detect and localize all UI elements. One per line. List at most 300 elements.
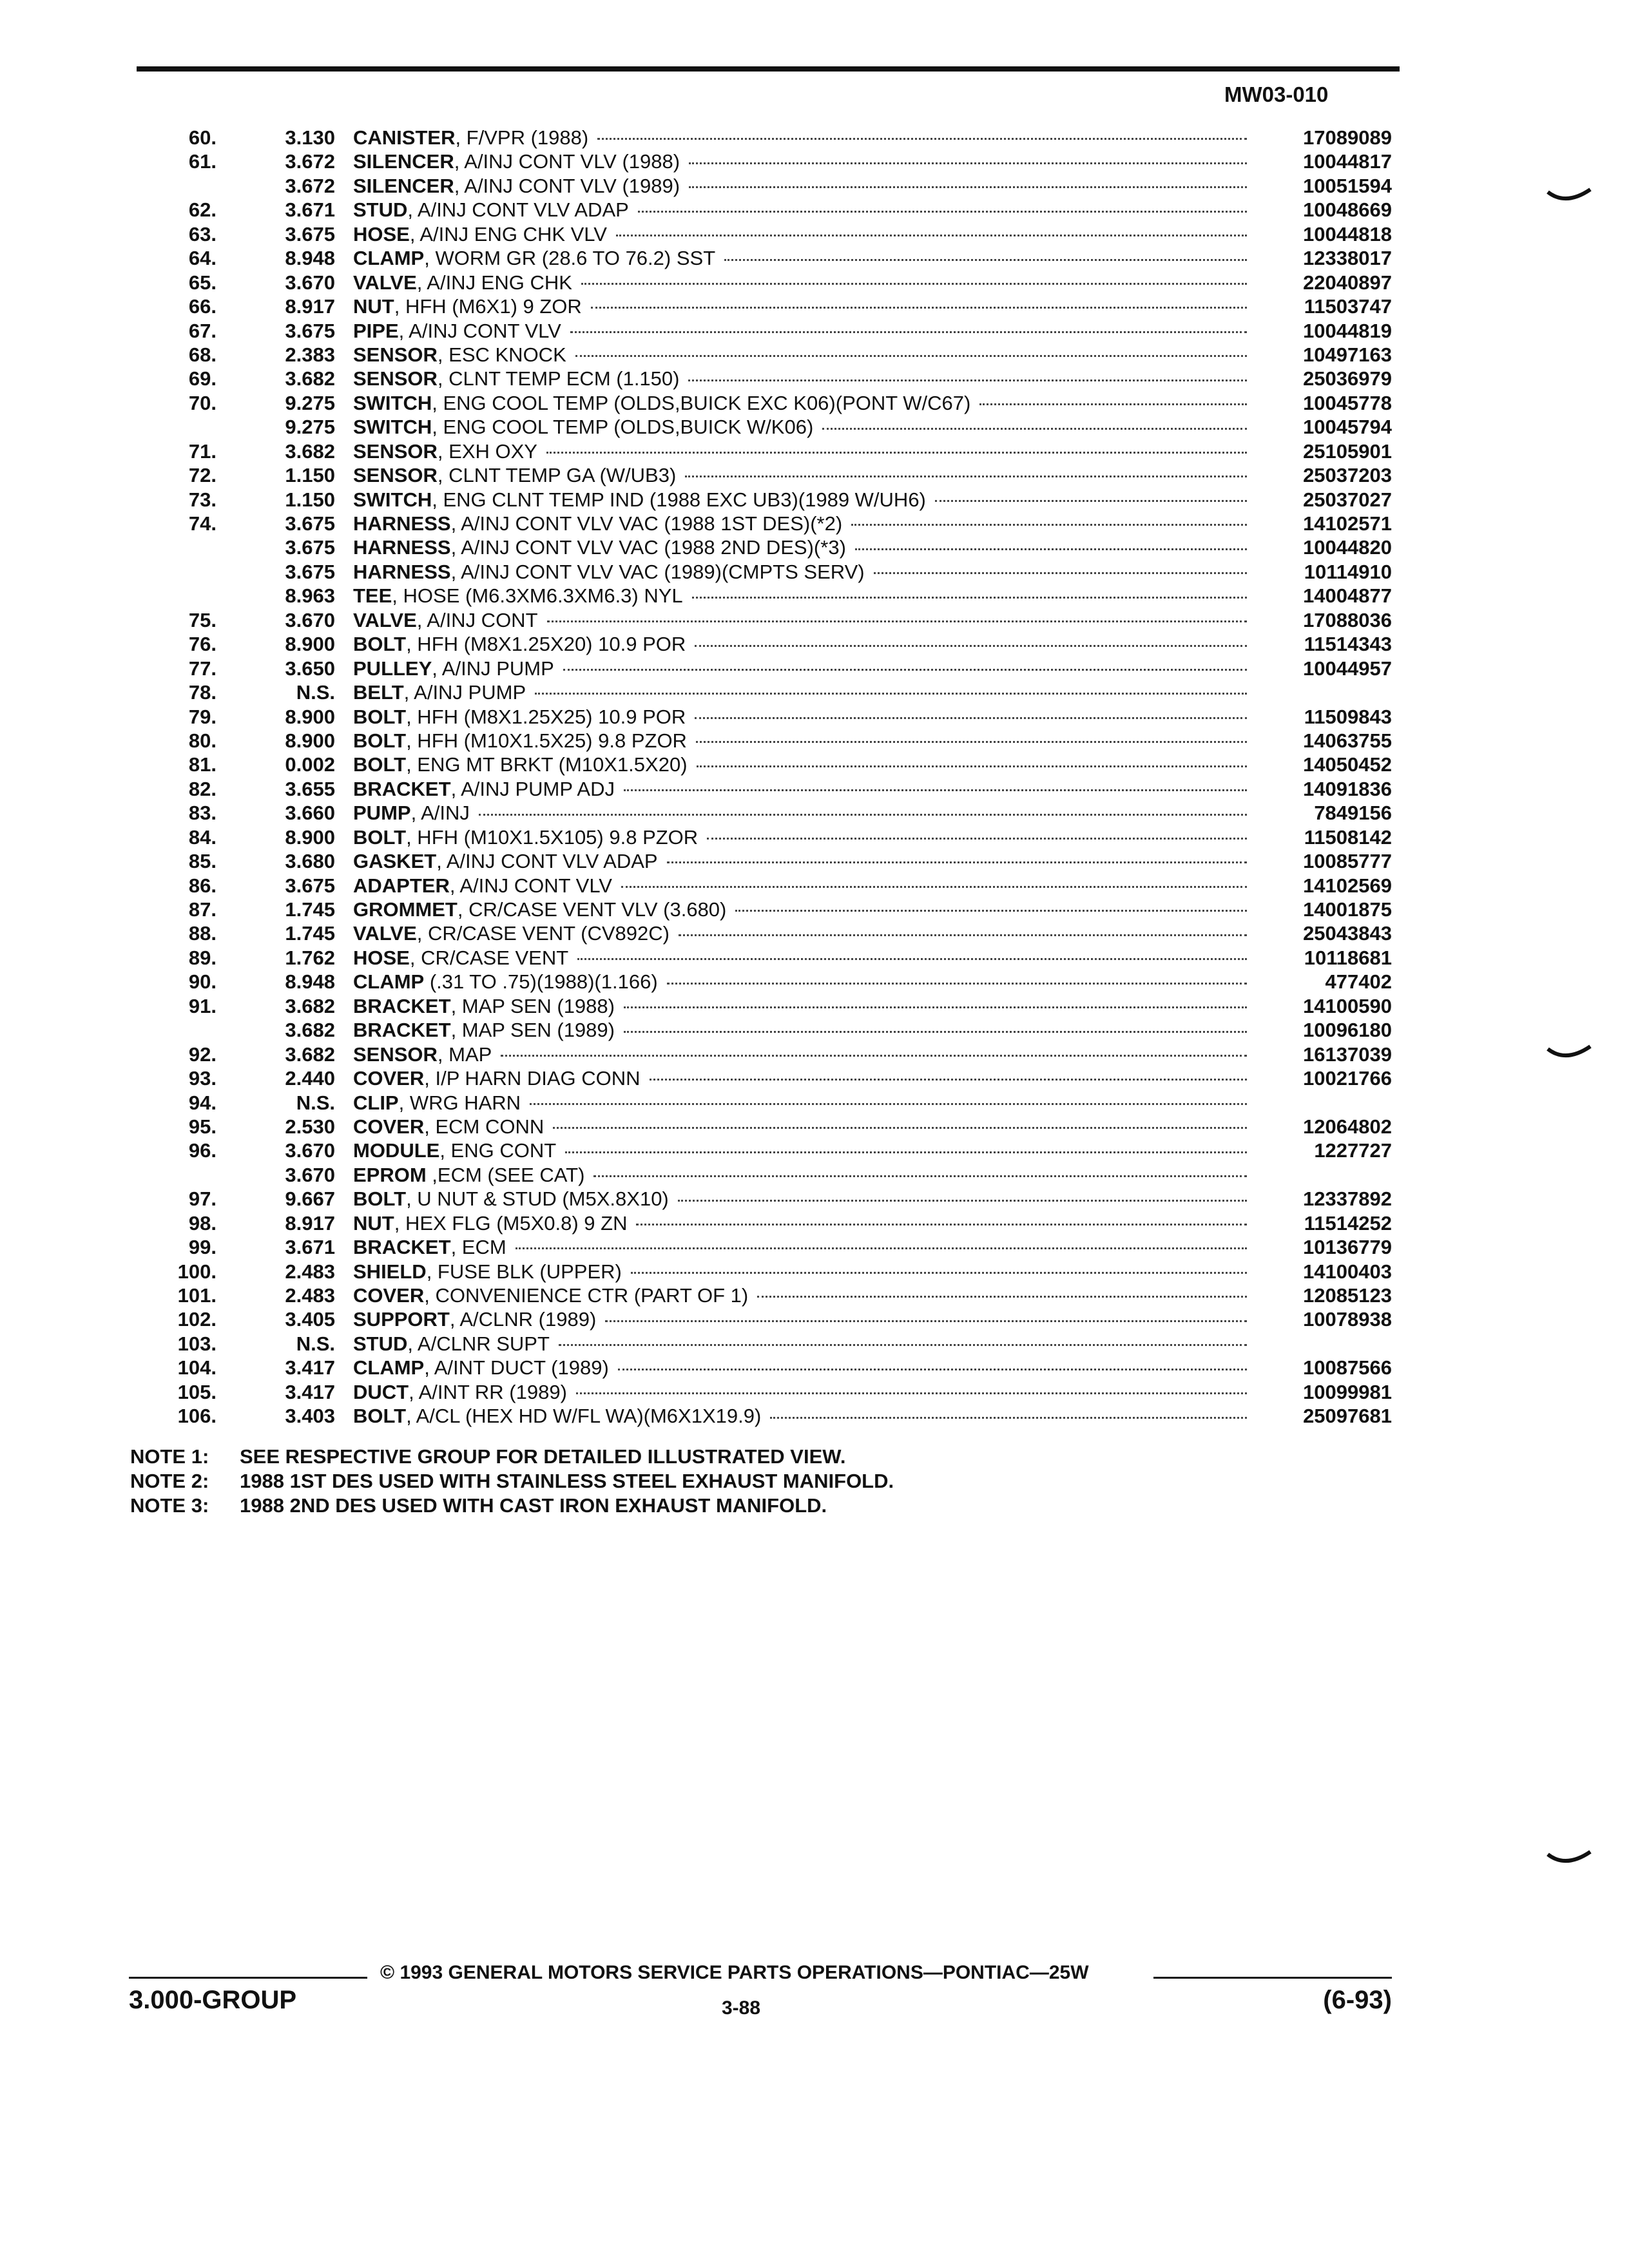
part-number: 10096180 — [1303, 1019, 1392, 1042]
part-name: SENSOR — [353, 343, 438, 366]
note-3 — [130, 1494, 1290, 1518]
item-number: 62. — [188, 198, 217, 222]
item-number: 84. — [188, 825, 217, 849]
item-number: 73. — [188, 488, 217, 511]
group-number: 3.682 — [285, 367, 335, 390]
part-number: 1227727 — [1314, 1139, 1392, 1162]
part-number: 11514343 — [1304, 633, 1392, 656]
part-description — [353, 657, 1255, 680]
item-number: 82. — [188, 777, 217, 800]
parts-row — [0, 1235, 1629, 1259]
group-number: 2.483 — [285, 1260, 335, 1283]
part-name: HARNESS — [353, 560, 451, 583]
group-number: 3.682 — [285, 439, 335, 463]
parts-row — [0, 126, 1629, 149]
part-description — [353, 367, 1255, 390]
part-name: MODULE — [353, 1139, 440, 1162]
part-name: BOLT — [353, 753, 407, 776]
item-number: 91. — [188, 994, 217, 1017]
parts-row — [0, 801, 1629, 825]
part-description — [353, 1260, 1255, 1283]
part-description — [353, 1115, 1255, 1139]
part-description — [353, 898, 1255, 921]
parts-row — [0, 367, 1629, 390]
item-number: 95. — [188, 1115, 217, 1138]
dot-leader — [591, 307, 1247, 309]
item-number: 79. — [188, 705, 217, 728]
part-name: SWITCH — [353, 391, 432, 414]
part-qualifier: , A/CL (HEX HD W/FL WA)(M6X1X19.9) — [406, 1405, 762, 1428]
part-description — [353, 319, 1255, 343]
part-name: BOLT — [353, 729, 407, 752]
part-description — [353, 1332, 1255, 1356]
group-number: 3.403 — [285, 1405, 335, 1428]
part-number: 14102569 — [1303, 874, 1392, 897]
group-label: 3.000-GROUP — [129, 1986, 297, 2014]
group-number: 8.900 — [285, 633, 335, 656]
group-number: 8.948 — [285, 970, 335, 994]
part-name: VALVE — [353, 922, 417, 945]
item-number: 64. — [188, 247, 217, 270]
group-number: 2.530 — [285, 1115, 335, 1138]
item-number: 78. — [188, 681, 217, 704]
group-number: 3.670 — [285, 1163, 335, 1186]
part-description — [353, 801, 1255, 825]
dot-leader — [685, 476, 1247, 477]
part-number: 14004877 — [1303, 584, 1392, 608]
part-name: SHIELD — [353, 1260, 427, 1283]
part-qualifier: , FUSE BLK (UPPER) — [426, 1260, 622, 1283]
part-number: 10045794 — [1303, 416, 1392, 439]
dot-leader — [697, 765, 1247, 767]
part-name: CLAMP — [353, 1356, 425, 1379]
group-number: 3.682 — [285, 1043, 335, 1066]
item-number: 85. — [188, 850, 217, 873]
item-number: 87. — [188, 898, 217, 921]
part-number: 25105901 — [1303, 439, 1392, 463]
part-number: 12064802 — [1303, 1115, 1392, 1138]
item-number: 61. — [188, 150, 217, 173]
item-number: 71. — [188, 439, 217, 463]
part-number: 10136779 — [1303, 1236, 1392, 1259]
part-description — [353, 198, 1255, 222]
part-qualifier: , U NUT & STUD (M5X.8X10) — [406, 1187, 669, 1211]
item-number: 65. — [188, 271, 217, 294]
group-number: 0.002 — [285, 753, 335, 776]
part-qualifier: , ENG MT BRKT (M10X1.5X20) — [406, 753, 688, 776]
item-number: 70. — [188, 391, 217, 414]
part-number: 17089089 — [1303, 126, 1392, 149]
part-qualifier: , A/INJ PUMP — [432, 657, 554, 680]
part-name: SUPPORT — [353, 1308, 450, 1331]
dot-leader — [979, 403, 1247, 405]
part-qualifier: , HFH (M10X1.5X25) 9.8 PZOR — [406, 729, 687, 752]
note-1 — [130, 1445, 1290, 1469]
parts-row — [0, 1307, 1629, 1331]
parts-row — [0, 246, 1629, 270]
part-qualifier: , CR/CASE VENT — [409, 946, 569, 969]
dot-leader — [638, 211, 1247, 213]
part-number: 10078938 — [1303, 1308, 1392, 1331]
part-qualifier: , MAP — [437, 1043, 492, 1066]
part-name: EPROM — [353, 1163, 427, 1186]
group-number: 3.671 — [285, 198, 335, 222]
part-description — [353, 753, 1255, 776]
group-number: 3.417 — [285, 1380, 335, 1403]
part-number: 477402 — [1325, 970, 1392, 994]
item-number: 74. — [188, 512, 217, 535]
date-code: (6-93) — [1323, 1986, 1392, 2014]
group-number: 8.963 — [285, 584, 335, 608]
note-text: SEE RESPECTIVE GROUP FOR DETAILED ILLUSTRATED VIEW. — [240, 1445, 846, 1468]
dot-leader — [724, 259, 1247, 261]
part-description — [353, 608, 1255, 632]
part-name: GROMMET — [353, 898, 458, 921]
part-number: 11503747 — [1304, 295, 1392, 318]
part-qualifier: , A/INJ ENG CHK — [416, 271, 572, 294]
dot-leader — [605, 1320, 1247, 1322]
item-number: 60. — [188, 126, 217, 149]
part-qualifier: , A/INJ CONT VLV VAC (1989)(CMPTS SERV) — [450, 560, 865, 583]
parts-row — [0, 535, 1629, 559]
parts-row — [0, 463, 1629, 487]
part-name: BRACKET — [353, 1019, 451, 1042]
parts-row — [0, 1380, 1629, 1404]
dot-leader — [667, 861, 1247, 863]
item-number: 86. — [188, 874, 217, 897]
part-qualifier: , A/INT DUCT (1989) — [424, 1356, 609, 1379]
parts-row — [0, 849, 1629, 873]
part-name: ADAPTER — [353, 874, 450, 897]
part-description — [353, 1018, 1255, 1042]
item-number: 105. — [177, 1380, 217, 1403]
parts-row — [0, 560, 1629, 584]
part-number: 14102571 — [1303, 512, 1392, 535]
parts-row — [0, 1091, 1629, 1115]
dot-leader — [563, 669, 1247, 671]
part-name: HARNESS — [353, 512, 451, 535]
item-number: 81. — [188, 753, 217, 776]
part-qualifier: , CONVENIENCE CTR (PART OF 1) — [424, 1284, 749, 1307]
punch-hole-mark — [1547, 187, 1592, 206]
parts-row — [0, 1066, 1629, 1090]
dot-leader — [874, 572, 1247, 574]
part-name: PIPE — [353, 319, 399, 342]
parts-row — [0, 1260, 1629, 1283]
part-name: COVER — [353, 1115, 425, 1138]
part-qualifier: , HFH (M10X1.5X105) 9.8 PZOR — [406, 825, 699, 849]
dot-leader — [621, 886, 1247, 888]
parts-row — [0, 294, 1629, 318]
item-number: 102. — [177, 1308, 217, 1331]
item-number: 69. — [188, 367, 217, 390]
item-number: 72. — [188, 464, 217, 487]
part-name: NUT — [353, 1211, 394, 1235]
group-number: 3.660 — [285, 802, 335, 825]
part-name: NUT — [353, 295, 394, 318]
part-description — [353, 1380, 1255, 1404]
parts-row — [0, 753, 1629, 776]
dot-leader — [688, 380, 1247, 381]
part-description — [353, 994, 1255, 1018]
dot-leader — [735, 910, 1247, 912]
part-qualifier: , CR/CASE VENT (CV892C) — [416, 922, 670, 945]
part-description — [353, 946, 1255, 970]
parts-row — [0, 632, 1629, 656]
group-number: 8.917 — [285, 295, 335, 318]
part-name: SENSOR — [353, 464, 438, 487]
part-description — [353, 246, 1255, 270]
part-name: PUMP — [353, 802, 411, 825]
dot-leader — [501, 1055, 1247, 1057]
part-name: VALVE — [353, 608, 417, 631]
parts-row — [0, 946, 1629, 970]
part-description — [353, 294, 1255, 318]
part-name: HOSE — [353, 946, 410, 969]
dot-leader — [667, 983, 1247, 985]
part-qualifier: , HOSE (M6.3XM6.3XM6.3) NYL — [392, 584, 683, 608]
parts-row — [0, 391, 1629, 415]
part-description — [353, 560, 1255, 584]
item-number: 101. — [177, 1284, 217, 1307]
parts-row — [0, 1139, 1629, 1162]
part-qualifier: , I/P HARN DIAG CONN — [424, 1067, 641, 1090]
part-number: 10021766 — [1303, 1067, 1392, 1090]
parts-row — [0, 970, 1629, 994]
part-qualifier: , ENG CLNT TEMP IND (1988 EXC UB3)(1989 W/UH6) — [432, 488, 926, 511]
part-description — [353, 1283, 1255, 1307]
group-number: 1.745 — [285, 898, 335, 921]
part-name: SILENCER — [353, 174, 454, 197]
part-qualifier: , A/INJ CONT VLV — [398, 319, 561, 342]
part-qualifier: , A/CLNR (1989) — [449, 1308, 597, 1331]
part-description — [353, 1211, 1255, 1235]
part-number: 10044957 — [1303, 657, 1392, 680]
group-number: 2.440 — [285, 1067, 335, 1090]
part-number: 10044817 — [1303, 150, 1392, 173]
dot-leader — [576, 1392, 1247, 1394]
part-qualifier: , A/INJ CONT — [416, 608, 538, 631]
part-name: BRACKET — [353, 1236, 451, 1259]
parts-row — [0, 680, 1629, 704]
part-name: BRACKET — [353, 994, 451, 1017]
item-number: 100. — [177, 1260, 217, 1283]
part-description — [353, 149, 1255, 173]
part-number: 25043843 — [1303, 922, 1392, 945]
part-number: 7849156 — [1314, 802, 1392, 825]
dot-leader — [535, 693, 1247, 695]
part-description — [353, 705, 1255, 729]
part-number: 10044818 — [1303, 222, 1392, 245]
parts-row — [0, 343, 1629, 367]
dot-leader — [696, 741, 1247, 743]
part-qualifier: , HFH (M8X1.25X20) 10.9 POR — [406, 633, 686, 656]
part-number: 11514252 — [1304, 1211, 1392, 1235]
item-number: 80. — [188, 729, 217, 752]
part-qualifier: , A/INJ CONT VLV (1988) — [454, 150, 680, 173]
part-number: 10048669 — [1303, 198, 1392, 222]
item-number: 77. — [188, 657, 217, 680]
dot-leader — [692, 597, 1247, 599]
part-number: 11509843 — [1304, 705, 1392, 728]
parts-row — [0, 608, 1629, 632]
part-qualifier: , ENG COOL TEMP (OLDS,BUICK EXC K06)(PONT W/C67) — [432, 391, 971, 414]
group-number: N.S. — [296, 1332, 335, 1355]
group-number: 3.682 — [285, 1019, 335, 1042]
part-number: 14100403 — [1303, 1260, 1392, 1283]
part-qualifier: , A/INJ CONT VLV VAC (1988 1ST DES)(*2) — [450, 512, 843, 535]
part-qualifier: , MAP SEN (1989) — [450, 1019, 615, 1042]
item-number: 92. — [188, 1043, 217, 1066]
parts-row — [0, 1356, 1629, 1379]
part-description — [353, 1235, 1255, 1259]
part-name: BOLT — [353, 825, 407, 849]
part-description — [353, 126, 1255, 149]
part-number: 14063755 — [1303, 729, 1392, 752]
group-number: 3.655 — [285, 777, 335, 800]
group-number: 8.948 — [285, 247, 335, 270]
item-number: 66. — [188, 295, 217, 318]
dot-leader — [757, 1296, 1247, 1298]
part-qualifier: , ECM CONN — [424, 1115, 545, 1138]
dot-leader — [581, 283, 1247, 285]
part-qualifier: , A/INJ ENG CHK VLV — [409, 222, 607, 245]
part-description — [353, 680, 1255, 704]
part-qualifier: , WRG HARN — [398, 1091, 521, 1114]
item-number: 97. — [188, 1187, 217, 1211]
dot-leader — [618, 1369, 1247, 1370]
parts-row — [0, 898, 1629, 921]
item-number: 104. — [177, 1356, 217, 1379]
group-number: 3.650 — [285, 657, 335, 680]
parts-row — [0, 1332, 1629, 1356]
group-number: 1.762 — [285, 946, 335, 969]
group-number: 1.150 — [285, 488, 335, 511]
parts-row — [0, 1018, 1629, 1042]
part-description — [353, 1163, 1255, 1187]
item-number: 67. — [188, 319, 217, 342]
dot-leader — [679, 934, 1247, 936]
part-qualifier: , A/INJ CONT VLV (1989) — [454, 174, 680, 197]
item-number: 90. — [188, 970, 217, 994]
parts-row — [0, 1283, 1629, 1307]
part-number: 16137039 — [1303, 1043, 1392, 1066]
part-qualifier: , WORM GR (28.6 TO 76.2) SST — [424, 247, 716, 270]
part-qualifier: , HFH (M8X1.25X25) 10.9 POR — [406, 705, 686, 728]
group-number: 3.675 — [285, 560, 335, 583]
part-description — [353, 874, 1255, 898]
parts-row — [0, 705, 1629, 729]
note-text: 1988 1ST DES USED WITH STAINLESS STEEL EXHAUST MANIFOLD. — [240, 1470, 894, 1492]
item-number: 94. — [188, 1091, 217, 1114]
footer-rule-right — [1153, 1977, 1392, 1979]
note-2 — [130, 1469, 1290, 1494]
dot-leader — [570, 331, 1247, 333]
parts-row — [0, 174, 1629, 198]
part-qualifier: , CLNT TEMP GA (W/UB3) — [437, 464, 677, 487]
part-description — [353, 535, 1255, 559]
dot-leader — [851, 524, 1247, 526]
parts-row — [0, 825, 1629, 849]
dot-leader — [547, 620, 1247, 622]
part-number: 10045778 — [1303, 391, 1392, 414]
group-number: 2.383 — [285, 343, 335, 366]
item-number: 63. — [188, 222, 217, 245]
part-number: 14001875 — [1303, 898, 1392, 921]
punch-hole-mark — [1547, 1044, 1592, 1063]
item-number: 106. — [177, 1405, 217, 1428]
part-description — [353, 921, 1255, 945]
dot-leader — [935, 500, 1247, 502]
group-number: 3.670 — [285, 1139, 335, 1162]
part-number: 25037203 — [1303, 464, 1392, 487]
part-description — [353, 729, 1255, 753]
part-qualifier: , ENG COOL TEMP (OLDS,BUICK W/K06) — [432, 416, 814, 439]
part-qualifier: , CR/CASE VENT VLV (3.680) — [457, 898, 727, 921]
item-number: 103. — [177, 1332, 217, 1355]
part-number: 11508142 — [1304, 825, 1392, 849]
part-description — [353, 1091, 1255, 1115]
part-name: CLAMP — [353, 247, 425, 270]
part-qualifier: , A/INJ CONT VLV VAC (1988 2ND DES)(*3) — [450, 536, 846, 559]
part-number: 12337892 — [1303, 1187, 1392, 1211]
part-name: COVER — [353, 1067, 425, 1090]
group-number: 3.675 — [285, 874, 335, 897]
group-number: 9.275 — [285, 416, 335, 439]
part-qualifier: , ENG CONT — [439, 1139, 557, 1162]
part-description — [353, 825, 1255, 849]
item-number: 76. — [188, 633, 217, 656]
dot-leader — [695, 717, 1247, 719]
part-number: 14100590 — [1303, 994, 1392, 1017]
part-number: 14050452 — [1303, 753, 1392, 776]
part-name: BRACKET — [353, 777, 451, 800]
group-number: 8.900 — [285, 705, 335, 728]
group-number: 3.405 — [285, 1308, 335, 1331]
dot-leader — [546, 452, 1247, 454]
parts-row — [0, 149, 1629, 173]
part-qualifier: , A/INJ CONT VLV ADAP — [436, 850, 658, 873]
part-name: BOLT — [353, 1405, 407, 1428]
part-number: 22040897 — [1303, 271, 1392, 294]
part-description — [353, 1043, 1255, 1066]
group-number: 9.667 — [285, 1187, 335, 1211]
part-name: COVER — [353, 1284, 425, 1307]
dot-leader — [855, 548, 1247, 550]
part-qualifier: , A/INJ PUMP — [403, 681, 526, 704]
note-text: 1988 2ND DES USED WITH CAST IRON EXHAUST MANIFOLD. — [240, 1494, 827, 1517]
group-number: N.S. — [296, 681, 335, 704]
group-number: 3.130 — [285, 126, 335, 149]
parts-row — [0, 1187, 1629, 1211]
part-description — [353, 271, 1255, 294]
dot-leader — [695, 645, 1247, 647]
part-number: 10044819 — [1303, 319, 1392, 342]
part-description — [353, 174, 1255, 198]
part-description — [353, 632, 1255, 656]
dot-leader — [624, 1006, 1247, 1008]
parts-row — [0, 198, 1629, 222]
part-description — [353, 584, 1255, 608]
group-number: 8.900 — [285, 729, 335, 752]
parts-row — [0, 1163, 1629, 1187]
part-number: 17088036 — [1303, 608, 1392, 631]
part-description — [353, 488, 1255, 512]
part-description — [353, 415, 1255, 439]
dot-leader — [624, 1031, 1247, 1033]
part-name: SENSOR — [353, 367, 438, 390]
parts-row — [0, 994, 1629, 1018]
